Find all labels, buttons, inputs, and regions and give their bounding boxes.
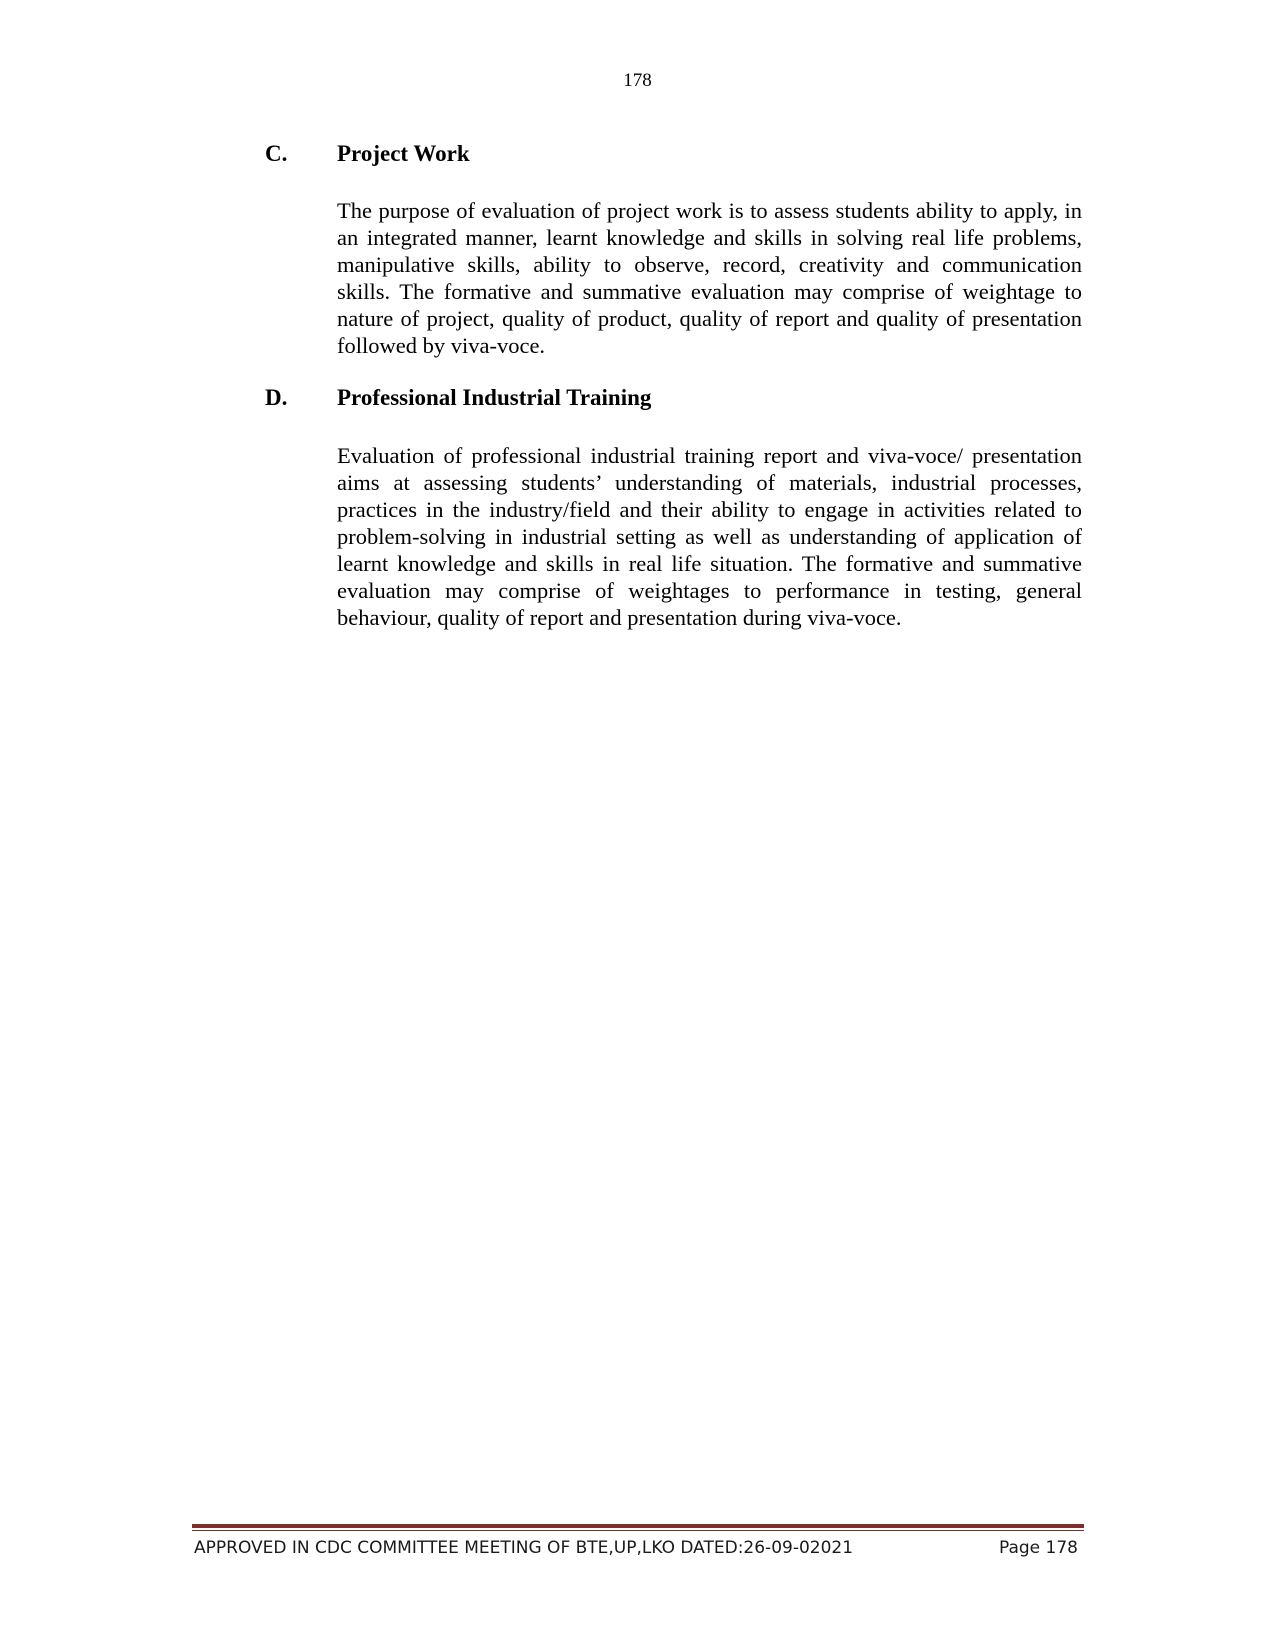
section-heading: [265, 384, 1082, 412]
footer-divider: [192, 1524, 1084, 1528]
section-letter: D.: [265, 385, 288, 410]
section-title: Professional Industrial Training: [337, 385, 652, 410]
section-title: Project Work: [337, 141, 470, 166]
section-paragraph: The purpose of evaluation of project work is to assess students ability to apply, in an integrated manner, learnt knowledge and skills in solving real life problems, manipulative skills, ability to observe, record, creativity and communication skills. The formative and summative evaluation may comprise of weightage to nature of project, quality of product, quality of report and quality of presentation followed by viva-voce.: [337, 198, 1082, 358]
section-letter: C.: [265, 141, 288, 166]
section-project-work: [265, 140, 1082, 359]
page-number-header: 178: [623, 70, 652, 91]
footer-approval-text: APPROVED IN CDC COMMITTEE MEETING OF BTE,UP,LKO DATED:26-09-02021: [194, 1538, 854, 1558]
section-paragraph: Evaluation of professional industrial training report and viva-voce/ presentation aims at assessing students’ understanding of materials, industrial processes, practices in the industry/field and their ability to engage in activities related to problem-solving in industrial setting as well as understanding of application of learnt knowledge and skills in real life situation. The formative and summative evaluation may comprise of weightages to performance in testing, general behaviour, quality of report and presentation during viva-voce.: [337, 443, 1082, 630]
footer-page-label: Page 178: [998, 1538, 1078, 1558]
footer-divider-thin: [192, 1530, 1084, 1531]
page-footer: [194, 1536, 1082, 1560]
section-professional-industrial-training: [265, 384, 1082, 631]
section-heading: [265, 140, 1082, 168]
